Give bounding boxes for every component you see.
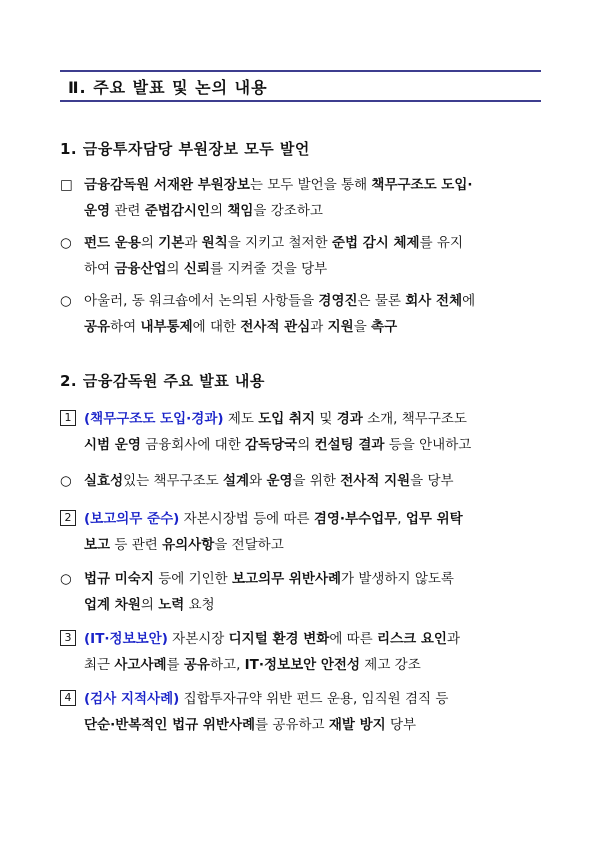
text-line (84, 626, 542, 652)
item-text (84, 626, 542, 678)
emphasis-text: 책무구조도 도입· (371, 177, 473, 193)
body-text: 하고, (209, 657, 245, 673)
text-line (84, 712, 542, 738)
sec2-item-2 (60, 468, 542, 494)
body-text: 과 (446, 631, 460, 647)
emphasis-text: 유의사항 (162, 537, 215, 553)
topic-label: (IT·정보보안) (84, 631, 168, 647)
emphasis-text: 지원 (327, 319, 354, 335)
emphasis-text: 디지털 환경 변화 (228, 631, 330, 647)
emphasis-text: 설계 (223, 473, 250, 489)
body-text: 소개, 책무구조도 (362, 411, 467, 427)
body-text: 금융회사에 대한 (140, 437, 246, 453)
body-text: 등 관련 (110, 537, 163, 553)
text-line (84, 566, 542, 592)
item-text (84, 468, 542, 494)
text-line (84, 652, 542, 678)
sec2-item-4 (60, 566, 542, 618)
body-text: 를 공유하고 (255, 717, 329, 733)
emphasis-text: 경과 (336, 411, 363, 427)
emphasis-text: 전사적 관심 (240, 319, 311, 335)
sec2-item-3 (60, 506, 542, 558)
emphasis-text: 업계 차원 (84, 597, 141, 613)
emphasis-text: 단순·반복적인 법규 위반사례 (84, 717, 256, 733)
topic-label: (보고의무 준수) (84, 511, 180, 527)
emphasis-text: 공유 (183, 657, 210, 673)
emphasis-text: 책임 (227, 203, 254, 219)
emphasis-text: 시범 운영 (84, 437, 141, 453)
sec1-item-2 (60, 230, 542, 282)
emphasis-text: 내부통제 (140, 319, 193, 335)
emphasis-text: 경영진 (318, 293, 358, 309)
body-text: 등에 기인한 (153, 571, 232, 587)
emphasis-text: 운영 (84, 203, 111, 219)
emphasis-text: 공유 (84, 319, 111, 335)
body-text: 의 (209, 203, 228, 219)
sec2-item-6 (60, 686, 542, 738)
subsection-1-title: 1. 금융투자담당 부원장보 모두 발언 (60, 140, 310, 158)
emphasis-text: 기본 (158, 235, 185, 251)
text-line (84, 432, 542, 458)
body-text: 제고 강조 (360, 657, 421, 673)
text-line (84, 314, 542, 340)
number-box: 1 (60, 410, 76, 426)
text-line (84, 256, 542, 282)
numbered-box-marker (60, 626, 82, 652)
section-title: Ⅱ. 주요 발표 및 논의 내용 (68, 78, 268, 97)
text-line (84, 406, 542, 432)
body-text: 아울러, 동 워크숍에서 논의된 사항들을 (84, 293, 319, 309)
emphasis-text: 노력 (158, 597, 185, 613)
body-text: 하여 (110, 319, 141, 335)
number-box: 2 (60, 510, 76, 526)
number-box: 4 (60, 690, 76, 706)
text-line (84, 506, 542, 532)
emphasis-text: 업무 위탁 (405, 511, 463, 527)
body-text: 를 유지 (419, 235, 463, 251)
emphasis-text: 도입 취지 (258, 411, 316, 427)
text-line (84, 172, 542, 198)
body-text: 의 (140, 597, 159, 613)
emphasis-text: 준법감시인 (144, 203, 210, 219)
body-text: 자본시장 (167, 631, 229, 647)
numbered-box-marker (60, 686, 82, 712)
subsection-2-title: 2. 금융감독원 주요 발표 내용 (60, 372, 265, 390)
emphasis-text: 사고사례 (114, 657, 167, 673)
body-text: , (397, 511, 406, 527)
text-line (84, 686, 542, 712)
emphasis-text: 촉구 (371, 319, 398, 335)
circle-bullet: ○ (60, 293, 72, 309)
text-line (84, 532, 542, 558)
item-text (84, 506, 542, 558)
emphasis-text: 신뢰 (183, 261, 210, 277)
item-text (84, 288, 542, 340)
sec2-item-5 (60, 626, 542, 678)
circle-bullet: ○ (60, 473, 72, 489)
body-text: 당부 (385, 717, 417, 733)
emphasis-text: 회사 전체 (405, 293, 463, 309)
body-text: 을 (353, 319, 372, 335)
body-text: 과 (310, 319, 328, 335)
circle-bullet: ○ (60, 235, 72, 251)
body-text: 집합투자규약 위반 펀드 운용, 임직원 겸직 등 (179, 691, 449, 707)
emphasis-text: 전사적 지원 (340, 473, 411, 489)
emphasis-text: 보고의무 위반사례 (232, 571, 342, 587)
body-text: 및 (315, 411, 337, 427)
sec1-item-3 (60, 288, 542, 340)
item-text (84, 230, 542, 282)
sec2-item-1 (60, 406, 542, 458)
emphasis-text: 재발 방지 (328, 717, 386, 733)
text-line (84, 468, 542, 494)
body-text: 을 위한 (292, 473, 341, 489)
body-text: 가 발생하지 않도록 (341, 571, 454, 587)
body-text: 은 물론 (357, 293, 406, 309)
topic-label: (책무구조도 도입·경과) (84, 411, 224, 427)
header-top-rule (60, 70, 541, 72)
emphasis-text: 금융감독원 서재완 부원장보 (84, 177, 250, 193)
text-line (84, 198, 542, 224)
emphasis-text: 법규 미숙지 (84, 571, 154, 587)
header-bottom-rule (60, 100, 541, 102)
emphasis-text: 운영 (266, 473, 293, 489)
body-text: 에 따른 (329, 631, 378, 647)
body-text: 의 (166, 261, 184, 277)
topic-label: (검사 지적사례) (84, 691, 180, 707)
sec1-item-1 (60, 172, 542, 224)
body-text: 요청 (184, 597, 215, 613)
emphasis-text: 원칙 (201, 235, 228, 251)
body-text: 를 지켜줄 것을 당부 (209, 261, 328, 277)
numbered-box-marker (60, 506, 82, 532)
emphasis-text: 보고 (84, 537, 111, 553)
body-text: 과 (184, 235, 202, 251)
body-text: 관련 (110, 203, 145, 219)
item-text (84, 172, 542, 224)
emphasis-text: 리스크 요인 (377, 631, 447, 647)
body-text: 제도 (223, 411, 259, 427)
body-text: 와 (249, 473, 267, 489)
emphasis-text: 실효성 (84, 473, 124, 489)
body-text: 를 (166, 657, 184, 673)
text-line (84, 592, 542, 618)
body-text: 에 대한 (192, 319, 241, 335)
square-bullet: □ (60, 177, 73, 193)
emphasis-text: 컨설팅 결과 (314, 437, 385, 453)
emphasis-text: 감독당국 (245, 437, 298, 453)
body-text: 자본시장법 등에 따른 (179, 511, 314, 527)
numbered-box-marker (60, 406, 82, 432)
body-text: 을 당부 (410, 473, 454, 489)
body-text: 의 (140, 235, 159, 251)
section-header (60, 70, 541, 102)
emphasis-text: 금융산업 (114, 261, 167, 277)
body-text: 하여 (84, 261, 115, 277)
body-text: 을 지키고 철저한 (227, 235, 332, 251)
body-text: 의 (297, 437, 315, 453)
text-line (84, 230, 542, 256)
body-text: 을 전달하고 (214, 537, 284, 553)
emphasis-text: 겸영·부수업무 (313, 511, 398, 527)
emphasis-text: IT·정보보안 안전성 (244, 657, 361, 673)
item-text (84, 566, 542, 618)
body-text: 는 모두 발언을 통해 (249, 177, 372, 193)
circle-bullet: ○ (60, 571, 72, 587)
body-text: 에 (462, 293, 476, 309)
text-line (84, 288, 542, 314)
emphasis-text: 준법 감시 체제 (331, 235, 420, 251)
emphasis-text: 펀드 운용 (84, 235, 141, 251)
body-text: 등을 안내하고 (384, 437, 472, 453)
number-box: 3 (60, 630, 76, 646)
body-text: 최근 (84, 657, 115, 673)
item-text (84, 686, 542, 738)
body-text: 있는 책무구조도 (123, 473, 223, 489)
item-text (84, 406, 542, 458)
body-text: 을 강조하고 (253, 203, 323, 219)
